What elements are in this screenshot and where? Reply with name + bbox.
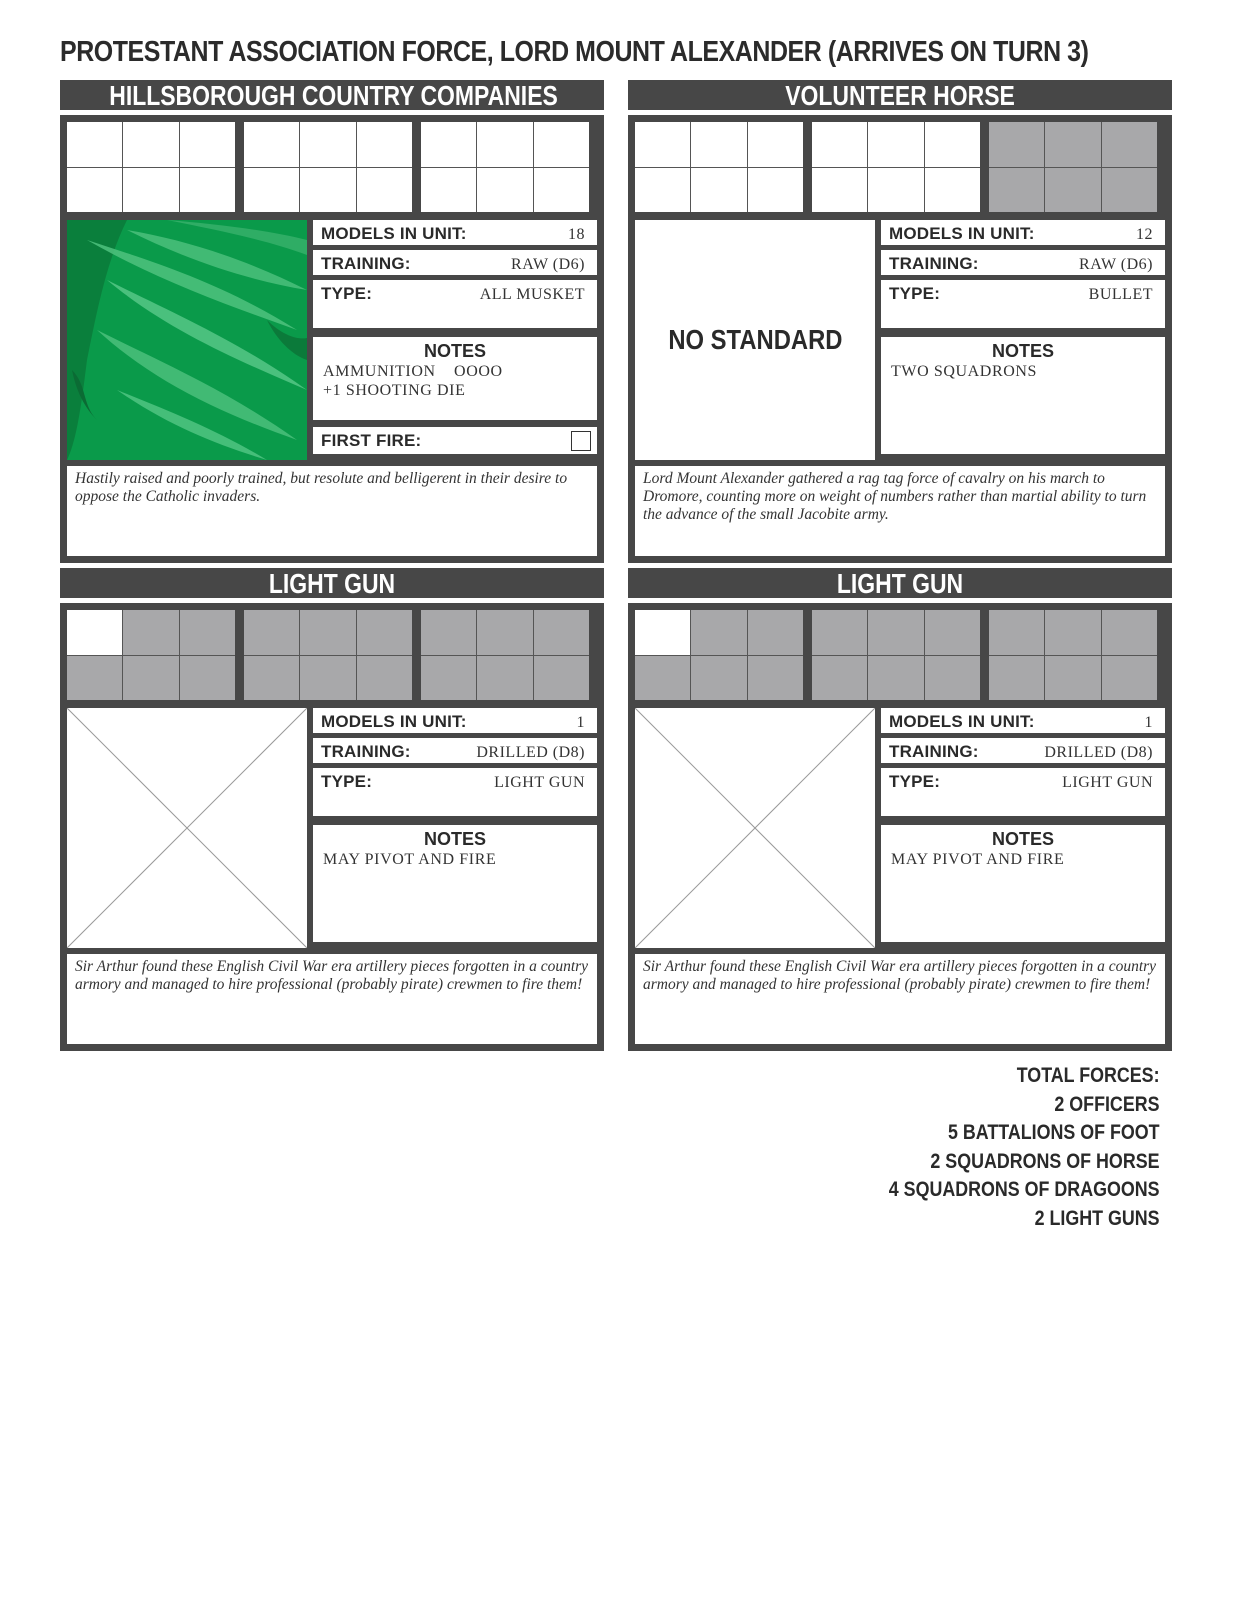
type-field — [881, 768, 1165, 816]
model-cell[interactable] — [1102, 168, 1157, 213]
model-grid — [67, 610, 235, 700]
models-value: 1 — [1144, 714, 1153, 731]
model-cell[interactable] — [868, 610, 923, 655]
model-grid — [421, 610, 589, 700]
model-cell[interactable] — [1102, 656, 1157, 701]
model-cell[interactable] — [691, 122, 746, 167]
training-field — [313, 250, 597, 275]
flavor-text: Lord Mount Alexander gathered a rag tag force of cavalry on his march to Dromore, counting more on weight of numbers rather than martial ability to turn the advance of the small Jacobite army. — [635, 466, 1165, 556]
green-banner-standard — [67, 220, 307, 460]
notes-line: AMMUNITION OOOO — [323, 363, 503, 380]
type-field — [881, 280, 1165, 328]
model-cell[interactable] — [244, 610, 299, 655]
type-label: TYPE: — [321, 772, 373, 791]
models-value: 18 — [568, 226, 585, 243]
model-cell[interactable] — [534, 610, 589, 655]
notes-line: TWO SQUADRONS — [891, 363, 1038, 380]
models-value: 1 — [576, 714, 585, 731]
model-cell[interactable] — [989, 168, 1044, 213]
training-field — [881, 738, 1165, 763]
blank-standard-placeholder — [635, 708, 875, 948]
card-body — [628, 603, 1172, 1051]
model-cell[interactable] — [635, 610, 690, 655]
model-cell[interactable] — [1102, 610, 1157, 655]
models-field — [881, 220, 1165, 245]
training-value: DRILLED (D8) — [476, 744, 585, 761]
model-cell[interactable] — [812, 656, 867, 701]
model-cell[interactable] — [1102, 122, 1157, 167]
training-field — [881, 250, 1165, 275]
model-cell[interactable] — [635, 656, 690, 701]
blank-standard-placeholder — [67, 708, 307, 948]
notes-box — [881, 337, 1165, 454]
model-cell[interactable] — [812, 610, 867, 655]
type-value: ALL MUSKET — [479, 286, 585, 303]
model-cell[interactable] — [180, 656, 235, 701]
model-cell[interactable] — [1045, 168, 1100, 213]
model-cell[interactable] — [925, 610, 980, 655]
notes-heading: NOTES — [991, 341, 1054, 361]
model-cell[interactable] — [357, 610, 412, 655]
model-cell[interactable] — [748, 168, 803, 213]
no-standard-box — [635, 220, 875, 460]
model-cell[interactable] — [534, 122, 589, 167]
notes-line: +1 SHOOTING DIE — [323, 382, 466, 399]
model-cell[interactable] — [67, 122, 122, 167]
model-grid — [244, 122, 412, 212]
training-label: TRAINING: — [321, 742, 411, 761]
model-cell[interactable] — [421, 656, 476, 701]
flavor-text: Sir Arthur found these English Civil War era artillery pieces forgotten in a country armory and managed to hire professional (probably pirate) crewmen to fire them! — [635, 954, 1165, 1044]
type-value: BULLET — [1088, 286, 1153, 303]
model-cell[interactable] — [477, 168, 532, 213]
model-cell[interactable] — [421, 168, 476, 213]
total-forces-summary — [841, 1062, 1160, 1233]
models-value: 12 — [1136, 226, 1153, 243]
model-cell[interactable] — [244, 168, 299, 213]
type-label: TYPE: — [889, 772, 941, 791]
model-cell[interactable] — [989, 656, 1044, 701]
model-cell[interactable] — [123, 168, 178, 213]
model-grid — [989, 122, 1157, 212]
model-cell[interactable] — [244, 122, 299, 167]
model-cell[interactable] — [477, 610, 532, 655]
models-label: MODELS IN UNIT: — [889, 224, 1035, 243]
model-cell[interactable] — [477, 122, 532, 167]
model-cell[interactable] — [300, 610, 355, 655]
model-cell[interactable] — [989, 122, 1044, 167]
type-field — [313, 280, 597, 328]
model-cell[interactable] — [67, 610, 122, 655]
model-cell[interactable] — [635, 122, 690, 167]
model-cell[interactable] — [691, 168, 746, 213]
model-grid — [989, 610, 1157, 700]
model-cell[interactable] — [812, 168, 867, 213]
training-label: TRAINING: — [889, 254, 979, 273]
totals-line: 4 SQUADRONS OF DRAGOONS — [889, 1178, 1160, 1201]
training-value: RAW (D6) — [511, 256, 585, 273]
first-fire-label: FIRST FIRE: — [321, 431, 422, 450]
model-cell[interactable] — [691, 610, 746, 655]
card-body — [60, 603, 604, 1051]
model-cell[interactable] — [477, 656, 532, 701]
models-label: MODELS IN UNIT: — [889, 712, 1035, 731]
training-label: TRAINING: — [321, 254, 411, 273]
model-grid — [67, 122, 235, 212]
type-value: LIGHT GUN — [494, 774, 585, 791]
unit-card-light-gun — [60, 568, 604, 1051]
model-cell[interactable] — [123, 656, 178, 701]
notes-heading: NOTES — [423, 829, 486, 849]
card-body — [628, 115, 1172, 563]
model-cell[interactable] — [868, 168, 923, 213]
models-label: MODELS IN UNIT: — [321, 224, 467, 243]
training-value: DRILLED (D8) — [1044, 744, 1153, 761]
model-cell[interactable] — [300, 122, 355, 167]
model-cell[interactable] — [357, 656, 412, 701]
model-grid — [812, 122, 980, 212]
type-label: TYPE: — [321, 284, 373, 303]
models-field — [881, 708, 1165, 733]
unit-card-light-gun — [628, 568, 1172, 1051]
model-cell[interactable] — [748, 122, 803, 167]
card-title: HILLSBOROUGH COUNTRY COMPANIES — [60, 80, 604, 110]
model-cell[interactable] — [1045, 656, 1100, 701]
card-title: LIGHT GUN — [60, 568, 604, 598]
model-cell[interactable] — [748, 656, 803, 701]
model-cell[interactable] — [300, 168, 355, 213]
model-cell[interactable] — [868, 122, 923, 167]
model-cell[interactable] — [925, 656, 980, 701]
type-label: TYPE: — [889, 284, 941, 303]
unit-card-volunteer-horse — [628, 80, 1172, 563]
model-cell[interactable] — [67, 656, 122, 701]
model-cell[interactable] — [421, 610, 476, 655]
model-cell[interactable] — [421, 122, 476, 167]
models-label: MODELS IN UNIT: — [321, 712, 467, 731]
model-cell[interactable] — [180, 122, 235, 167]
model-cell[interactable] — [748, 610, 803, 655]
model-cell[interactable] — [180, 168, 235, 213]
notes-heading: NOTES — [423, 341, 486, 361]
totals-line: 5 BATTALIONS OF FOOT — [948, 1121, 1160, 1144]
notes-box — [313, 337, 597, 420]
type-field — [313, 768, 597, 816]
card-title: LIGHT GUN — [628, 568, 1172, 598]
notes-heading: NOTES — [991, 829, 1054, 849]
training-value: RAW (D6) — [1079, 256, 1153, 273]
models-field — [313, 220, 597, 245]
model-cell[interactable] — [925, 168, 980, 213]
model-cell[interactable] — [244, 656, 299, 701]
training-field — [313, 738, 597, 763]
model-grid — [635, 122, 803, 212]
type-value: LIGHT GUN — [1062, 774, 1153, 791]
model-cell[interactable] — [123, 122, 178, 167]
notes-box — [313, 825, 597, 942]
model-cell[interactable] — [635, 168, 690, 213]
totals-line: 2 OFFICERS — [1054, 1092, 1160, 1116]
models-field — [313, 708, 597, 733]
model-cell[interactable] — [534, 168, 589, 213]
model-cell[interactable] — [67, 168, 122, 213]
totals-line: 2 SQUADRONS OF HORSE — [930, 1149, 1160, 1173]
model-cell[interactable] — [180, 610, 235, 655]
model-grid — [421, 122, 589, 212]
notes-box — [881, 825, 1165, 942]
model-grid — [244, 610, 412, 700]
model-cell[interactable] — [989, 610, 1044, 655]
model-grid — [635, 610, 803, 700]
totals-heading: TOTAL FORCES: — [1017, 1064, 1160, 1087]
model-cell[interactable] — [534, 656, 589, 701]
model-cell[interactable] — [1045, 122, 1100, 167]
model-grid — [812, 610, 980, 700]
notes-line: MAY PIVOT AND FIRE — [323, 851, 497, 868]
model-cell[interactable] — [357, 168, 412, 213]
model-cell[interactable] — [868, 656, 923, 701]
model-cell[interactable] — [357, 122, 412, 167]
card-body — [60, 115, 604, 563]
model-cell[interactable] — [812, 122, 867, 167]
model-cell[interactable] — [1045, 610, 1100, 655]
notes-line: MAY PIVOT AND FIRE — [891, 851, 1065, 868]
unit-card-hillsborough — [60, 80, 604, 563]
card-title: VOLUNTEER HORSE — [628, 80, 1172, 110]
model-cell[interactable] — [925, 122, 980, 167]
first-fire-checkbox[interactable] — [571, 431, 591, 451]
totals-line: 2 LIGHT GUNS — [1035, 1206, 1160, 1230]
flavor-text: Sir Arthur found these English Civil War era artillery pieces forgotten in a country armory and managed to hire professional (probably pirate) crewmen to fire them! — [67, 954, 597, 1044]
training-label: TRAINING: — [889, 742, 979, 761]
model-cell[interactable] — [691, 656, 746, 701]
flavor-text: Hastily raised and poorly trained, but resolute and belligerent in their desire to oppose the Catholic invaders. — [67, 466, 597, 556]
model-cell[interactable] — [300, 656, 355, 701]
no-standard-label: NO STANDARD — [667, 324, 843, 355]
model-cell[interactable] — [123, 610, 178, 655]
page-title: PROTESTANT ASSOCIATION FORCE, LORD MOUNT ALEXANDER (ARRIVES ON TURN 3) — [60, 36, 1089, 68]
first-fire-field — [313, 427, 597, 454]
